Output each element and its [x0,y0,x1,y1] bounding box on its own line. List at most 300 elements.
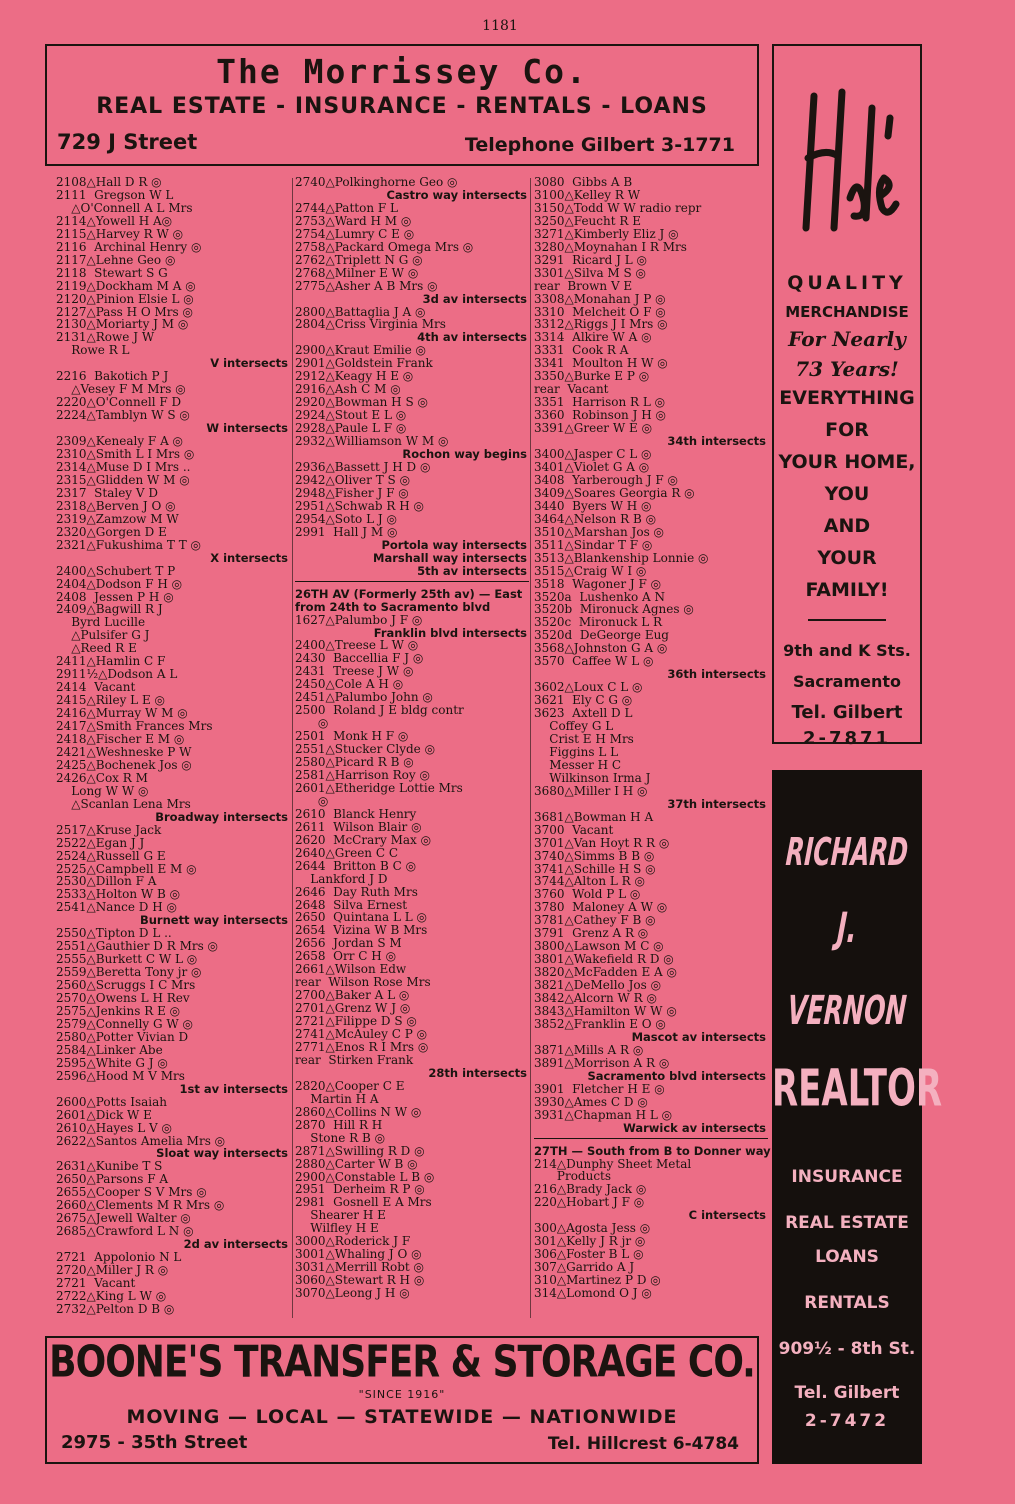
directory-entry: 2951 Derheim R P ◎ [295,1182,425,1197]
directory-entry: 2650△Parsons F A [56,1172,169,1187]
directory-entry: 2116 Archinal Henry ◎ [56,239,202,254]
directory-entry: rear Wilson Rose Mrs [295,975,431,990]
intersection-heading: Mascot av intersects [631,1029,766,1044]
directory-entry: 2421△Weshneske P W [56,744,192,759]
vernon-tel-label: Tel. Gilbert [794,1383,900,1403]
directory-entry: 2130△Moriarty J M ◎ [56,317,189,332]
directory-entry: rear Stirken Frank [295,1052,414,1067]
directory-entry: 3791 Grenz A R ◎ [534,926,649,941]
directory-entry: 2224△Tamblyn W S ◎ [56,408,190,423]
directory-entry: 2721 Appolonio N L [56,1250,182,1265]
directory-entry: 3901 Fletcher H E ◎ [534,1081,665,1096]
directory-entry: 2620 McCrary Max ◎ [295,832,432,847]
directory-entry: 2575△Jenkins R E ◎ [56,1004,181,1018]
directory-entry: 2530△Dillon F A [56,874,157,889]
directory-entry: 2111 Gregson W L [56,187,174,202]
directory-entry: 3602△Loux C L ◎ [534,680,643,695]
directory-entry: 2551△Stucker Clyde ◎ [295,742,436,757]
directory-entry: 3351 Harrison R L ◎ [534,395,666,410]
directory-entry: 2426△Cox R M [56,770,148,785]
directory-entry: 2414 Vacant [56,680,136,695]
vernon-ad [772,770,943,1464]
directory-entry: 3842△Alcorn W R ◎ [534,991,657,1006]
vernon-name-vernon: VERNON [786,987,908,1034]
directory-entry: 3680△Miller I H ◎ [534,783,648,798]
directory-entry: 2880△Carter W B ◎ [295,1156,418,1171]
directory-entry: 3513△Blankenship Lonnie ◎ [534,550,709,565]
directory-entry: 2320△Gorgen D E [56,524,167,539]
directory-entry: 2118 Stewart S G [56,265,168,280]
directory-entry: 2404△Dodson F H ◎ [56,576,183,591]
directory-entry: 2675△Jewell Walter ◎ [56,1211,191,1226]
intersection-heading: Franklin blvd intersects [373,625,527,640]
directory-entry: 3440 Byers W H ◎ [534,498,652,513]
directory-entry: 2430 Baccellia F J ◎ [295,651,424,666]
directory-entry: 306△Foster B L ◎ [534,1247,644,1262]
directory-entry: 2721 Vacant [56,1276,136,1291]
directory-entry: 2517△Kruse Jack [56,822,162,837]
vernon-insurance: INSURANCE [791,1167,903,1187]
column-divider [292,178,293,1318]
directory-entry: 3843△Hamilton W W ◎ [534,1004,677,1018]
directory-entry: 2928△Paule L F ◎ [295,421,407,436]
directory-entry: 3891△Morrison A R ◎ [534,1055,670,1070]
directory-entry: 2600△Potts Isaiah [56,1094,167,1109]
directory-entry: 2431 Treese J W ◎ [295,664,414,679]
directory-entry: 3510△Marshan Jos ◎ [534,524,665,539]
intersection-heading: Marshall way intersects [373,550,527,565]
vernon-tel-number: 2-7472 [804,1411,890,1431]
directory-entry: 3308△Monahan J P ◎ [534,291,666,306]
directory-entry: Products [534,1169,612,1184]
directory-entry: 2740△Polkinghorne Geo ◎ [295,176,458,189]
directory-entry: 2560△Scruggs I C Mrs [56,978,196,993]
intersection-heading: Portola way intersects [381,537,527,552]
hales-for: FOR [825,419,869,441]
intersection-heading: 1st av intersects [179,1081,288,1096]
directory-entry: 3331 Cook R A [534,343,629,358]
directory-entry: 3568△Johnston G A ◎ [534,641,668,656]
directory-entry: 2541△Nance D H ◎ [56,900,177,915]
directory-entry: 2924△Stout E L ◎ [295,408,407,423]
directory-entry: 2309△Kenealy F A ◎ [56,434,184,449]
hales-73-years: 73 Years! [795,357,899,381]
directory-entry: 2660△Clements M R Mrs ◎ [56,1198,225,1213]
directory-entry: ◎ [295,716,329,731]
directory-entry: 3280△Moynahan I R Mrs [534,239,687,254]
intersection-heading: 36th intersects [667,667,766,682]
directory-entry: 2654 Vizina W B Mrs [295,923,428,938]
hales-city: Sacramento [792,672,902,691]
directory-entry: Crist E H Mrs [534,731,634,746]
directory-entry: 3341 Moulton H W ◎ [534,356,668,371]
intersection-heading: V intersects [210,356,288,371]
directory-entry: 2551△Gauthier D R Mrs ◎ [56,939,219,954]
vernon-name-initial: J. [835,905,859,953]
directory-entry: 2948△Fisher J F ◎ [295,485,409,500]
morrissey-address: 729 J Street [57,130,198,154]
directory-entry: 2117△Lehne Geo ◎ [56,252,176,267]
intersection-heading: Warwick av intersects [623,1120,766,1135]
directory-entry: △Reed R E [56,641,137,656]
directory-entry: 3681△Bowman H A [534,809,654,824]
directory-entry: Coffey G L [534,719,614,734]
directory-entry: 3360 Robinson J H ◎ [534,408,666,423]
directory-entry: 3070△Leong J H ◎ [295,1286,410,1301]
directory-entry: 1627△Palumbo J F ◎ [295,612,423,627]
directory-entry: 3700 Vacant [534,822,614,837]
directory-entry: 3621 Ely C G ◎ [534,693,633,708]
intersection-heading: Castro way intersects [386,187,527,202]
directory-entry: 3821△DeMello Jos ◎ [534,978,662,993]
directory-entry: 2400△Treese L W ◎ [295,638,419,653]
directory-entry: Messer H C [534,757,622,772]
directory-entry: 2768△Milner E W ◎ [295,265,419,280]
directory-entry: 2911½△Dodson A L [56,667,178,682]
directory-entry: 3000△Roderick J F [295,1234,411,1249]
directory-entry: 2114△Yowell H A◎ [56,213,173,228]
directory-entry: 2920△Bowman H S ◎ [295,395,428,410]
directory-entry: 2115△Harvey R W ◎ [56,226,184,241]
directory-entry: △Scanlan Lena Mrs [56,796,191,811]
vernon-name-richard: RICHARD [784,829,910,875]
intersection-heading: 5th av intersects [417,563,527,578]
directory-entry: Long W W ◎ [56,783,149,798]
directory-entry: 2900△Kraut Emilie ◎ [295,343,427,358]
directory-entry: Byrd Lucille [56,615,146,630]
hales-divider [808,619,886,621]
vernon-rentals: RENTALS [804,1293,890,1313]
directory-entry: 220△Hobart J F ◎ [534,1195,645,1210]
section-rule [534,1138,768,1139]
boones-ad [45,1336,759,1464]
hales-your-home: YOUR HOME, [778,451,916,473]
intersection-heading: C intersects [688,1208,766,1223]
directory-entry: 2579△Connelly G W ◎ [56,1016,194,1031]
directory-entry: 3931△Chapman H L ◎ [534,1107,673,1122]
directory-entry: 2400△Schubert T P [56,563,176,578]
directory-entry: 2951△Schwab R H ◎ [295,498,424,513]
directory-entry: 2315△Glidden W M ◎ [56,472,190,487]
directory-entry: Figgins L L [534,744,619,759]
hales-logo-text: Hale's [792,254,796,255]
directory-entry: 2216 Bakotich P J [56,369,169,384]
directory-entry: 3800△Lawson M C ◎ [534,939,664,954]
directory-entry: 2408 Jessen P H ◎ [56,589,174,604]
intersection-heading: Broadway intersects [155,809,288,824]
morrissey-ad [45,44,759,166]
directory-entry: 2771△Enos R I Mrs ◎ [295,1040,429,1054]
directory-entry: △O'Connell A L Mrs [56,200,193,215]
hales-address: 9th and K Sts. [783,641,911,660]
directory-entry: 2658 Orr C H ◎ [295,949,397,964]
intersection-heading: W intersects [206,421,288,436]
directory-entry: 3408 Yarberough J F ◎ [534,472,678,487]
directory-entry: 3301△Silva M S ◎ [534,265,647,280]
directory-entry: 2417△Smith Frances Mrs [56,719,213,734]
directory-entry: 3740△Simms B B ◎ [534,848,655,863]
intersection-heading: Rochon way begins [402,447,527,462]
intersection-heading: 3d av intersects [422,291,527,306]
directory-entry: 3520d DeGeorge Eug [534,628,669,643]
directory-entry: 2661△Wilson Edw [295,962,407,977]
directory-entry: 3314 Alkire W A ◎ [534,330,652,345]
intersection-heading: 2d av intersects [183,1237,288,1252]
directory-entry: 2648 Silva Ernest [295,897,408,912]
directory-entry: 300△Agosta Jess ◎ [534,1221,651,1236]
directory-entry: 3350△Burke E P ◎ [534,369,650,384]
hales-family: FAMILY! [805,579,889,601]
directory-entry: 3291 Ricard J L ◎ [534,252,648,267]
directory-entry: 2754△Lumry C E ◎ [295,226,415,241]
section-rule [295,581,529,582]
directory-entry: 2409△Bagwill R J [56,602,163,617]
vernon-loans: LOANS [815,1247,879,1267]
intersection-heading: Sacramento blvd intersects [587,1068,766,1083]
directory-entry: 3741△Schille H S ◎ [534,861,656,876]
boones-address: 2975 - 35th Street [61,1432,248,1453]
hales-logo [792,78,902,258]
vernon-real-estate: REAL ESTATE [785,1213,909,1233]
directory-entry: 3100△Kelley R W [534,187,641,202]
directory-entry: 2500 Roland J E bldg contr [295,703,464,718]
directory-entry: Martin H A [295,1091,379,1106]
directory-entry: 2741△McAuley C P ◎ [295,1027,428,1042]
directory-entry: 2932△Williamson W M ◎ [295,434,449,449]
directory-entry: 216△Brady Jack ◎ [534,1182,647,1197]
directory-entry: 310△Martinez P D ◎ [534,1273,661,1288]
directory-entry: 2119△Dockham M A ◎ [56,278,196,293]
directory-entry: 2631△Kunibe T S [56,1159,163,1174]
boones-phone: Tel. Hillcrest 6-4784 [547,1434,739,1454]
directory-entry: 2722△King L W ◎ [56,1288,167,1303]
directory-entry: 2584△Linker Abe [56,1042,163,1057]
directory-entry: Lankford J D [295,871,388,886]
intersection-heading: Burnett way intersects [139,913,288,928]
hales-ad [772,44,922,749]
directory-entry: 2570△Owens L H Rev [56,991,190,1006]
directory-entry: 2800△Battaglia J A ◎ [295,304,426,319]
directory-entry: 2954△Soto L J ◎ [295,511,397,526]
street-heading: 26TH AV (Formerly 25th av) — East from 24th to Sacramento blvd [295,586,523,614]
directory-entry: 3271△Kimberly Eliz J ◎ [534,226,679,241]
morrissey-services: REAL ESTATE - INSURANCE - RENTALS - LOANS [96,94,708,119]
directory-entry: 2871△Swilling R D ◎ [295,1143,425,1158]
directory-entry: 301△Kelly J R jr ◎ [534,1234,646,1249]
directory-entry: 2901△Goldstein Frank [295,356,433,371]
intersection-heading: 4th av intersects [417,330,527,345]
directory-entry: 2127△Pass H O Mrs ◎ [56,304,193,319]
directory-entry: 2685△Crawford L N ◎ [56,1224,194,1239]
directory-entry: 2700△Baker A L ◎ [295,988,410,1003]
directory-entry: rear Vacant [534,382,609,397]
directory-entry: ◎ [295,793,329,808]
hales-quality: QUALITY [787,272,907,294]
directory-entry: 2595△White G J ◎ [56,1055,168,1070]
intersection-heading: 34th intersects [667,434,766,449]
directory-entry: 3871△Mills A R ◎ [534,1042,644,1057]
intersection-heading: X intersects [210,550,288,565]
directory-entry: 2581△Harrison Roy ◎ [295,767,430,782]
page-number: 1181 [482,18,518,34]
directory-entry: 2804△Criss Virginia Mrs [295,317,446,332]
directory-entry: 214△Dunphy Sheet Metal [534,1156,692,1171]
directory-entry: 3400△Jasper C L ◎ [534,447,652,462]
directory-entry: 2650 Quintana L L ◎ [295,910,428,925]
directory-entry: 2580△Potter Vivian D [56,1029,189,1044]
morrissey-phone: Telephone Gilbert 3-1771 [464,134,735,156]
directory-entry: 2524△Russell G E [56,848,166,863]
directory-entry: 3701△Van Hoyt R R ◎ [534,835,670,850]
directory-entry: 2310△Smith L I Mrs ◎ [56,447,195,462]
directory-entry: 307△Garrido A J [534,1260,635,1275]
hales-tel-label: Tel. Gilbert [791,702,903,723]
directory-entry: 2533△Holton W B ◎ [56,887,181,902]
directory-entry: 2317 Staley V D [56,485,158,500]
directory-entry: △Vesey F M Mrs ◎ [56,382,186,397]
directory-entry: 2610 Blanck Henry [295,806,417,821]
directory-entry: 2559△Beretta Tony jr ◎ [56,965,202,980]
directory-entry: 2411△Hamlin C F [56,654,166,669]
directory-entry: 2644 Britton B C ◎ [295,858,417,873]
directory-entry: 2318△Berven J O ◎ [56,498,176,513]
directory-entry: 2744△Patton F L [295,200,398,215]
directory-entry: 314△Lomond O J ◎ [534,1286,652,1301]
directory-entry: 3520c Mironuck L R [534,615,663,630]
directory-entry: 2525△Campbell E M ◎ [56,861,197,876]
hales-for-nearly: For Nearly [788,327,906,351]
directory-entry: 2758△Packard Omega Mrs ◎ [295,239,474,254]
directory-entry: 3520a Lushenko A N [534,589,666,604]
directory-entry: 2418△Fischer E M ◎ [56,731,185,746]
directory-entry: 2120△Pinion Elsie L ◎ [56,291,194,306]
directory-entry: 3760 Wold P L ◎ [534,887,641,902]
directory-entry: 2900△Constable L B ◎ [295,1169,435,1184]
directory-entry: 2415△Riley L E ◎ [56,693,166,708]
directory-entry: Rowe R L [56,343,130,358]
directory-entry: 2321△Fukushima T T ◎ [56,537,202,552]
directory-entry: 2640△Green C C [295,845,399,860]
directory-entry: 2131△Rowe J W [56,330,155,345]
directory-entry: 2314△Muse D I Mrs .. [56,459,191,474]
hales-you: YOU [824,483,870,505]
directory-entry: 3518 Wagoner J F ◎ [534,576,662,591]
directory-entry: 2936△Bassett J H D ◎ [295,459,431,474]
directory-entry: 2601△Dick W E [56,1107,152,1122]
directory-entry: 2550△Tipton D L .. [56,926,172,941]
directory-entry: 2522△Egan J J [56,835,145,850]
directory-entry: 3401△Violet G A ◎ [534,459,650,474]
directory-entry: 2220△O'Connell F D [56,395,182,410]
directory-entry: 3409△Soares Georgia R ◎ [534,485,695,500]
directory-entry: 3060△Stewart R H ◎ [295,1273,425,1288]
hales-tel-number: 2-7871 [802,728,892,749]
boones-company-name: BOONE'S TRANSFER & STORAGE CO. [49,1337,755,1388]
directory-entry: 2656 Jordan S M [295,936,402,951]
directory-entry: 3820△McFadden E A ◎ [534,965,677,980]
boones-services: MOVING — LOCAL — STATEWIDE — NATIONWIDE [126,1406,678,1428]
directory-entry: 2981 Gosnell E A Mrs [295,1195,432,1210]
directory-entry: 2720△Miller J R ◎ [56,1263,169,1278]
directory-entry: 3391△Greer W E ◎ [534,421,653,436]
directory-entry: 2916△Ash C M ◎ [295,382,401,397]
directory-entry: 2655△Cooper S V Mrs ◎ [56,1185,207,1200]
directory-entry: 3511△Sindar T F ◎ [534,537,653,552]
directory-entry: 2319△Zamzow M W [56,511,179,526]
directory-entry: △Pulsifer G J [56,628,150,643]
directory-entry: 3250△Feucht R E [534,213,641,228]
hales-your: YOUR [817,547,877,569]
hales-everything: EVERYTHING [779,387,915,409]
directory-entry: 2753△Ward H M ◎ [295,213,412,228]
directory-entry: Wilkinson Irma J [534,770,651,785]
street-heading: 27TH — South from B to Donner way [534,1143,771,1158]
directory-entry: 2610△Hayes L V ◎ [56,1120,172,1135]
directory-entry: 3515△Craig W I ◎ [534,563,647,578]
directory-entry: 2820△Cooper C E [295,1078,405,1093]
directory-column-1 [56,176,294,1326]
intersection-heading: 37th intersects [667,796,766,811]
directory-entry: 3080 Gibbs A B [534,176,633,189]
directory-entry: rear Brown V E [534,278,633,293]
directory-entry: 2762△Triplett N G ◎ [295,252,423,267]
intersection-heading: 28th intersects [428,1065,527,1080]
directory-entry: 3150△Todd W W radio repr [534,200,702,215]
directory-entry: 2870 Hill R H [295,1117,383,1132]
vernon-realtor: REALTOR [772,1059,943,1119]
hales-merchandise: MERCHANDISE [785,303,909,321]
directory-entry: 2601△Etheridge Lottie Mrs [295,780,463,795]
directory-entry: 2732△Pelton D B ◎ [56,1301,175,1316]
directory-entry: 3852△Franklin E O ◎ [534,1016,666,1031]
directory-entry: 2108△Hall D R ◎ [56,176,162,189]
directory-entry: 3310 Melcheit O F ◎ [534,304,666,319]
directory-entry: 3781△Cathey F B ◎ [534,913,656,928]
directory-entry: 2425△Bochenek Jos ◎ [56,757,192,772]
directory-entry: 2580△Picard R B ◎ [295,755,414,770]
directory-entry: 3930△Ames C D ◎ [534,1094,648,1109]
directory-entry: 2860△Collins N W ◎ [295,1104,422,1119]
directory-entry: Wilfley H E [295,1221,379,1236]
directory-entry: 2646 Day Ruth Mrs [295,884,418,899]
directory-entry: 2701△Grenz W J ◎ [295,1001,411,1016]
boones-since: "SINCE 1916" [358,1388,446,1401]
directory-entry: Shearer H E [295,1208,386,1223]
intersection-heading: Sloat way intersects [156,1146,288,1161]
directory-entry: 2991 Hall J M ◎ [295,524,398,539]
directory-entry: 3623 Axtell D L [534,706,633,721]
directory-entry: 3464△Nelson R B ◎ [534,511,657,526]
directory-entry: 2451△Palumbo John ◎ [295,690,433,705]
directory-column-2 [295,176,533,1326]
directory-entry: 3801△Wakefield R D ◎ [534,952,674,967]
directory-entry: 2622△Santos Amelia Mrs ◎ [56,1133,226,1148]
directory-entry: 3780 Maloney A W ◎ [534,900,668,915]
directory-entry: 3031△Merrill Robt ◎ [295,1260,425,1275]
directory-entry: 3001△Whaling J O ◎ [295,1247,422,1262]
directory-entry: 2416△Murray W M ◎ [56,706,188,721]
directory-entry: 2611 Wilson Blair ◎ [295,819,422,834]
directory-entry: 2912△Keagy H E ◎ [295,369,414,384]
directory-entry: 3312△Riggs J I Mrs ◎ [534,317,668,332]
directory-entry: 2775△Asher A B Mrs ◎ [295,278,438,293]
column-divider [530,178,531,1318]
directory-entry: 2450△Cole A H ◎ [295,677,404,692]
hales-and: AND [823,515,871,537]
directory-entry: 2596△Hood M V Mrs [56,1068,185,1083]
directory-entry: 2555△Burkett C W L ◎ [56,952,198,967]
directory-column-3 [534,176,772,1326]
